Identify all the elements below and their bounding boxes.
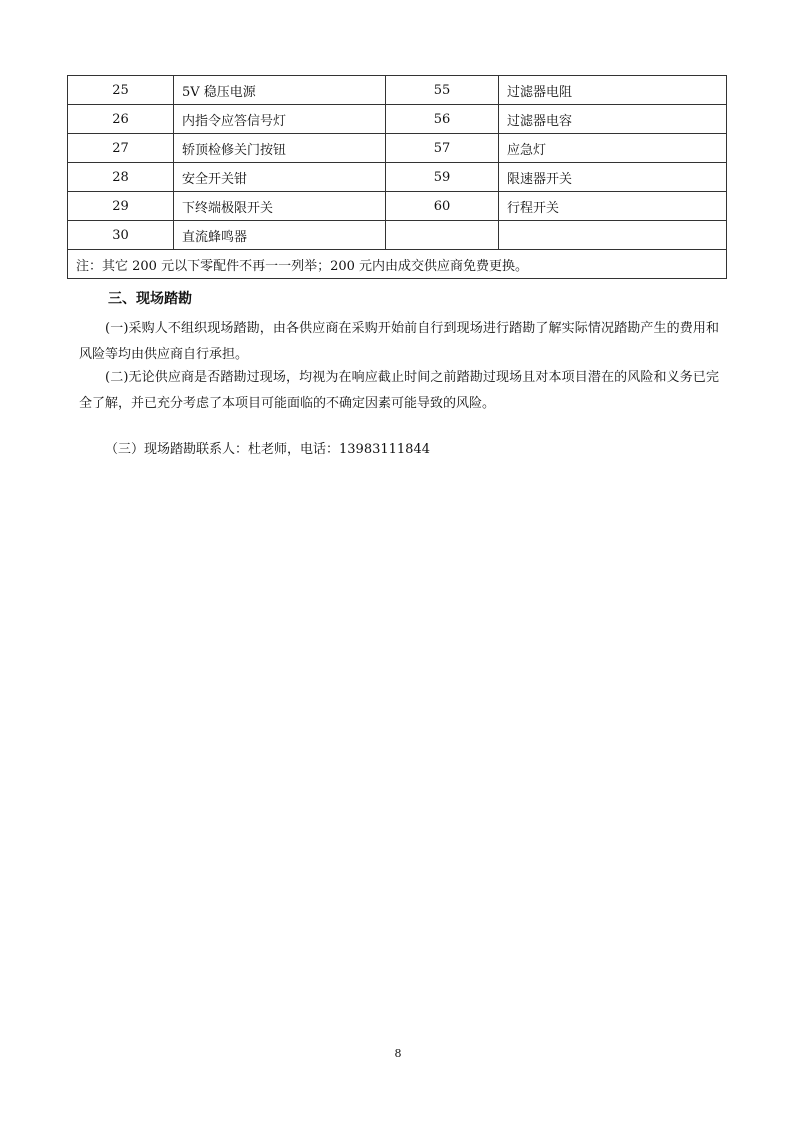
table-row [68, 221, 727, 250]
table-note-row [68, 250, 727, 279]
right-item-name [499, 221, 727, 250]
table-row [68, 163, 727, 192]
left-item-name: 下终端极限开关 [174, 192, 386, 221]
paragraph-2-text: (二)无论供应商是否踏勘过现场，均视为在响应截止时间之前踏勘过现场且对本项目潜在的风险和义务已完全了解，并已充分考虑了本项目可能面临的不确定因素可能导致的风险。 [79, 370, 719, 411]
left-item-number: 27 [68, 134, 174, 163]
parts-table-body [68, 76, 727, 250]
left-item-number: 25 [68, 76, 174, 105]
left-item-number: 29 [68, 192, 174, 221]
paragraph-3-text: （三）现场踏勘联系人：杜老师，电话：13983111844 [105, 442, 430, 457]
right-item-number: 56 [386, 105, 499, 134]
table-note: 注：其它 200 元以下零配件不再一一列举；200 元内由成交供应商免费更换。 [68, 250, 727, 279]
parts-table [67, 75, 727, 279]
right-item-name: 限速器开关 [499, 163, 727, 192]
right-item-name: 过滤器电阻 [499, 76, 727, 105]
left-item-name: 轿顶检修关门按钮 [174, 134, 386, 163]
section-heading: 三、现场踏勘 [108, 291, 192, 307]
left-item-number: 28 [68, 163, 174, 192]
table-row [68, 134, 727, 163]
right-item-number: 55 [386, 76, 499, 105]
right-item-name: 应急灯 [499, 134, 727, 163]
right-item-number [386, 221, 499, 250]
paragraph-1 [79, 316, 719, 368]
table-row [68, 192, 727, 221]
paragraph-3 [79, 437, 719, 463]
left-item-number: 30 [68, 221, 174, 250]
left-item-name: 5V 稳压电源 [174, 76, 386, 105]
left-item-number: 26 [68, 105, 174, 134]
table-row [68, 105, 727, 134]
right-item-name: 过滤器电容 [499, 105, 727, 134]
right-item-number: 57 [386, 134, 499, 163]
right-item-number: 59 [386, 163, 499, 192]
left-item-name: 安全开关钳 [174, 163, 386, 192]
right-item-number: 60 [386, 192, 499, 221]
left-item-name: 内指令应答信号灯 [174, 105, 386, 134]
page-number: 8 [394, 1047, 402, 1060]
left-item-name: 直流蜂鸣器 [174, 221, 386, 250]
paragraph-1-text: (一)采购人不组织现场踏勘，由各供应商在采购开始前自行到现场进行踏勘了解实际情况踏勘产生的费用和风险等均由供应商自行承担。 [79, 321, 719, 362]
paragraph-2 [79, 365, 719, 417]
table-row [68, 76, 727, 105]
right-item-name: 行程开关 [499, 192, 727, 221]
